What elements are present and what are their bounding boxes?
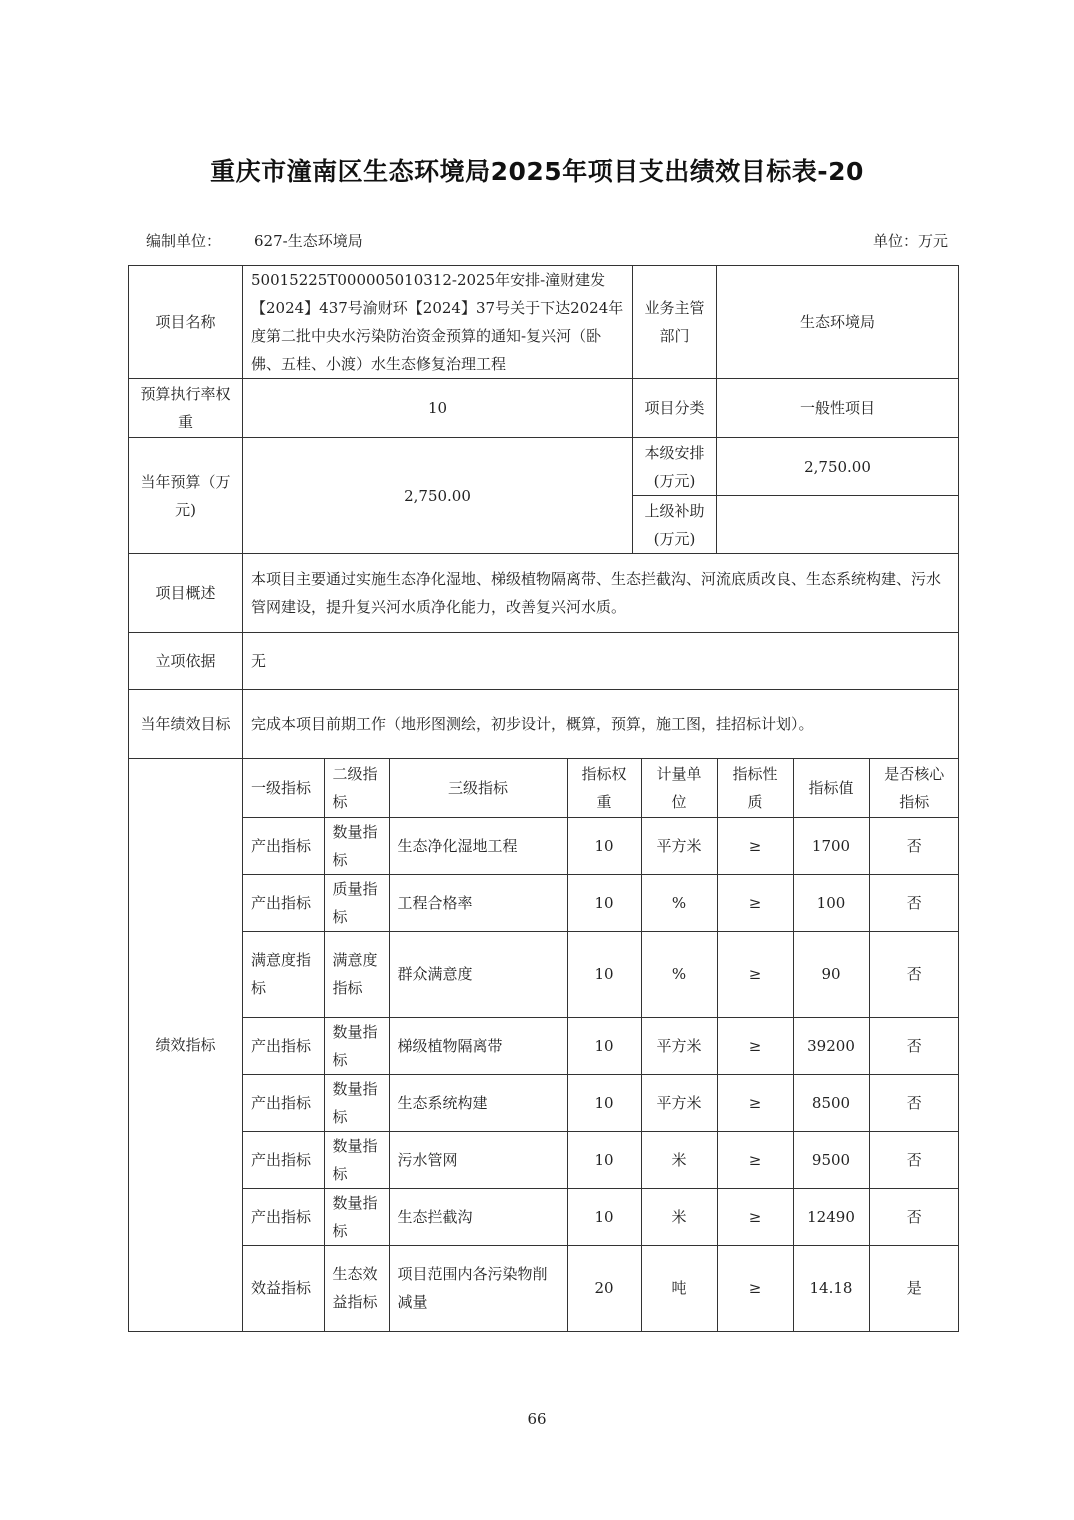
nature-cell: ≥ — [717, 817, 793, 874]
nature-cell: ≥ — [717, 931, 793, 1017]
page-title: 重庆市潼南区生态环境局2025年项目支出绩效目标表-20 — [210, 157, 864, 186]
value-cell: 8500 — [793, 1074, 869, 1131]
indicator-row — [243, 1074, 959, 1131]
nature-cell: ≥ — [717, 1017, 793, 1074]
level3-cell: 项目范围内各污染物削减量 — [389, 1245, 567, 1331]
header-nature: 指标性质 — [717, 759, 793, 817]
value-cell: 1700 — [793, 817, 869, 874]
level2-cell: 满意度指标 — [324, 931, 389, 1017]
performance-indicators-cell — [243, 759, 959, 1332]
local-budget-value: 2,750.00 — [717, 438, 959, 496]
unit-cell: 平方米 — [641, 1017, 717, 1074]
annual-budget-label: 当年预算（万元) — [129, 438, 243, 554]
value-cell: 14.18 — [793, 1245, 869, 1331]
basis-value: 无 — [243, 633, 959, 690]
weight-cell: 10 — [567, 874, 641, 931]
overview-label: 项目概述 — [129, 554, 243, 633]
org-label: 编制单位： — [146, 232, 222, 250]
value-cell: 12490 — [793, 1188, 869, 1245]
level1-cell: 满意度指标 — [243, 931, 324, 1017]
level1-cell: 产出指标 — [243, 1074, 324, 1131]
weight-cell: 10 — [567, 1131, 641, 1188]
header-unit: 计量单位 — [641, 759, 717, 817]
upper-subsidy-label: 上级补助(万元) — [633, 496, 717, 554]
core-cell: 否 — [869, 1131, 959, 1188]
header-level1: 一级指标 — [243, 759, 324, 817]
core-cell: 否 — [869, 931, 959, 1017]
performance-target-table — [128, 265, 959, 1332]
unit-cell: % — [641, 931, 717, 1017]
org-value: 627-生态环境局 — [254, 232, 363, 250]
indicator-row — [243, 1245, 959, 1331]
category-label: 项目分类 — [633, 379, 717, 438]
value-cell: 39200 — [793, 1017, 869, 1074]
level2-cell: 生态效益指标 — [324, 1245, 389, 1331]
goal-label: 当年绩效目标 — [129, 690, 243, 759]
performance-indicators-table — [243, 759, 959, 1331]
nature-cell: ≥ — [717, 1188, 793, 1245]
performance-section-label: 绩效指标 — [129, 759, 243, 1332]
indicator-row — [243, 931, 959, 1017]
level1-cell: 效益指标 — [243, 1245, 324, 1331]
level3-cell: 梯级植物隔离带 — [389, 1017, 567, 1074]
weight-cell: 10 — [567, 931, 641, 1017]
header-weight: 指标权重 — [567, 759, 641, 817]
nature-cell: ≥ — [717, 874, 793, 931]
unit-cell: 平方米 — [641, 817, 717, 874]
value-cell: 90 — [793, 931, 869, 1017]
core-cell: 否 — [869, 1017, 959, 1074]
level1-cell: 产出指标 — [243, 1131, 324, 1188]
overview-value: 本项目主要通过实施生态净化湿地、梯级植物隔离带、生态拦截沟、河流底质改良、生态系统构建、污水管网建设，提升复兴河水质净化能力，改善复兴河水质。 — [243, 554, 959, 633]
core-cell: 否 — [869, 874, 959, 931]
level2-cell: 质量指标 — [324, 874, 389, 931]
level1-cell: 产出指标 — [243, 1017, 324, 1074]
level3-cell: 工程合格率 — [389, 874, 567, 931]
level2-cell: 数量指标 — [324, 817, 389, 874]
core-cell: 否 — [869, 1074, 959, 1131]
unit-cell: 米 — [641, 1131, 717, 1188]
indicator-row — [243, 817, 959, 874]
indicator-row — [243, 1017, 959, 1074]
header-level2: 二级指标 — [324, 759, 389, 817]
dept-label: 业务主管部门 — [633, 266, 717, 379]
level3-cell: 群众满意度 — [389, 931, 567, 1017]
budget-rate-value: 10 — [243, 379, 633, 438]
weight-cell: 10 — [567, 1017, 641, 1074]
header-value: 指标值 — [793, 759, 869, 817]
header-core: 是否核心指标 — [869, 759, 959, 817]
indicator-row — [243, 1131, 959, 1188]
level3-cell: 污水管网 — [389, 1131, 567, 1188]
level3-cell: 生态拦截沟 — [389, 1188, 567, 1245]
level2-cell: 数量指标 — [324, 1017, 389, 1074]
unit-cell: 吨 — [641, 1245, 717, 1331]
upper-subsidy-value — [717, 496, 959, 554]
basis-label: 立项依据 — [129, 633, 243, 690]
unit-label: 单位：万元 — [872, 232, 948, 250]
local-budget-label: 本级安排(万元) — [633, 438, 717, 496]
budget-rate-label: 预算执行率权重 — [129, 379, 243, 438]
weight-cell: 10 — [567, 1188, 641, 1245]
header-level3: 三级指标 — [389, 759, 567, 817]
level2-cell: 数量指标 — [324, 1131, 389, 1188]
goal-value: 完成本项目前期工作（地形图测绘，初步设计，概算，预算，施工图，挂招标计划）。 — [243, 690, 959, 759]
weight-cell: 10 — [567, 1074, 641, 1131]
level2-cell: 数量指标 — [324, 1188, 389, 1245]
category-value: 一般性项目 — [717, 379, 959, 438]
page-number: 66 — [527, 1410, 547, 1428]
indicator-row — [243, 1188, 959, 1245]
unit-cell: % — [641, 874, 717, 931]
unit-cell: 平方米 — [641, 1074, 717, 1131]
level3-cell: 生态系统构建 — [389, 1074, 567, 1131]
level1-cell: 产出指标 — [243, 874, 324, 931]
nature-cell: ≥ — [717, 1245, 793, 1331]
project-name-label: 项目名称 — [129, 266, 243, 379]
level2-cell: 数量指标 — [324, 1074, 389, 1131]
unit-cell: 米 — [641, 1188, 717, 1245]
level1-cell: 产出指标 — [243, 1188, 324, 1245]
indicator-header-row — [243, 759, 959, 817]
weight-cell: 20 — [567, 1245, 641, 1331]
nature-cell: ≥ — [717, 1131, 793, 1188]
core-cell: 否 — [869, 817, 959, 874]
weight-cell: 10 — [567, 817, 641, 874]
value-cell: 100 — [793, 874, 869, 931]
annual-budget-value: 2,750.00 — [243, 438, 633, 554]
project-name-value: 50015225T000005010312-2025年安排-潼财建发【2024】437号渝财环【2024】37号关于下达2024年度第二批中央水污染防治资金预算的通知-复兴河（卧佛、五桂、小渡）水生态修复治理工程 — [243, 266, 633, 379]
level1-cell: 产出指标 — [243, 817, 324, 874]
core-cell: 是 — [869, 1245, 959, 1331]
nature-cell: ≥ — [717, 1074, 793, 1131]
value-cell: 9500 — [793, 1131, 869, 1188]
core-cell: 否 — [869, 1188, 959, 1245]
dept-value: 生态环境局 — [717, 266, 959, 379]
level3-cell: 生态净化湿地工程 — [389, 817, 567, 874]
indicator-row — [243, 874, 959, 931]
